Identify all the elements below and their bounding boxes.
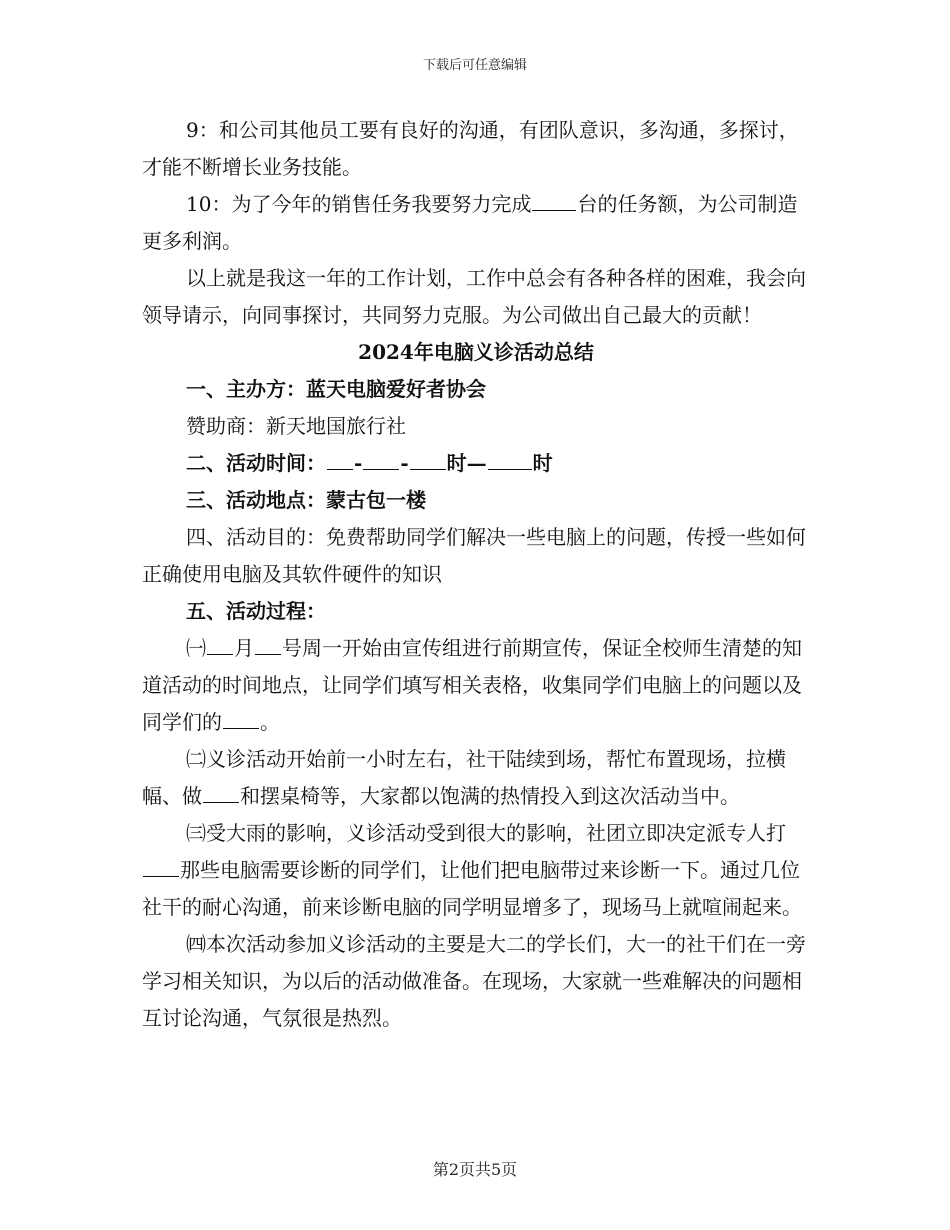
time-separator: - bbox=[354, 451, 363, 475]
process-item-1-end: 。 bbox=[260, 710, 280, 734]
conclusion-paragraph: 以上就是我这一年的工作计划，工作中总会有各种各样的困难，我会向领导请示，向同事探讨，共同努力克服。为公司做出自己最大的贡献！ bbox=[142, 266, 806, 327]
time-separator: - bbox=[400, 451, 409, 475]
process-item-4: ㈣本次活动参加义诊活动的主要是大二的学长们，大一的社干们在一旁学习相关知识，为以后的活动做准备。在现场，大家就一些难解决的问题相互讨论沟通，气氛很是热烈。 bbox=[142, 932, 806, 1030]
section-organizer: 一、主办方：蓝天电脑爱好者协会 bbox=[186, 377, 486, 401]
process-item-2-part-b: 和摆桌椅等，大家都以饱满的热情投入到这次活动当中。 bbox=[240, 784, 740, 808]
fill-in-blank bbox=[203, 780, 239, 803]
paragraph-item-9: 9：和公司其他员工要有良好的沟通，有团队意识，多沟通，多探讨，才能不断增长业务技能。 bbox=[142, 118, 799, 179]
process-item-2 bbox=[142, 741, 810, 815]
process-item-3-part-b: 那些电脑需要诊断的同学们，让他们把电脑带过来诊断一下。通过几位社干的耐心沟通，前来诊断电脑的同学明显增多了，现场马上就喧闹起来。 bbox=[142, 858, 802, 919]
fill-in-blank bbox=[255, 632, 281, 655]
page-header: 下载后可任意编辑 bbox=[422, 58, 527, 73]
fill-in-blank bbox=[488, 447, 532, 470]
time-hour-label: 时 bbox=[532, 451, 553, 475]
fill-in-blank bbox=[207, 632, 233, 655]
process-item-1-marker: ㈠ bbox=[186, 636, 206, 660]
process-item-2-part-a: ㈡义诊活动开始前一小时左右，社干陆续到场，帮忙布置现场，拉横幅、做 bbox=[142, 747, 786, 808]
section-process-title: 五、活动过程： bbox=[186, 599, 326, 623]
process-item-3-part-a: ㈢受大雨的影响，义诊活动受到很大的影响，社团立即决定派专人打 bbox=[186, 821, 786, 845]
process-item-1-month: 月 bbox=[234, 636, 254, 660]
process-item-1 bbox=[142, 630, 810, 741]
section-purpose: 四、活动目的：免费帮助同学们解决一些电脑上的问题，传授一些如何正确使用电脑及其软件硬件的知识 bbox=[142, 525, 806, 586]
fill-in-blank bbox=[327, 447, 353, 470]
page-number-footer: 第2页共5页 bbox=[432, 1160, 518, 1179]
process-item-1-text: 号周一开始由宣传组进行前期宣传，保证全校师生清楚的知道活动的时间地点，让同学们填写相关表格，收集同学们电脑上的问题以及同学们的 bbox=[142, 636, 802, 734]
paragraph-item-10-part-a: 10：为了今年的销售任务我要努力完成 bbox=[186, 192, 532, 216]
fill-in-blank bbox=[410, 447, 446, 470]
fill-in-blank bbox=[532, 188, 576, 211]
paragraph-item-10-part-b: 台的任务额，为公司制造更多利润。 bbox=[142, 192, 798, 253]
process-item-3 bbox=[142, 815, 810, 926]
section-sponsor: 赞助商：新天地国旅行社 bbox=[186, 414, 406, 438]
document-title: 2024年电脑义诊活动总结 bbox=[358, 340, 594, 364]
time-hour-label: 时— bbox=[446, 451, 487, 475]
paragraph-item-10 bbox=[142, 186, 810, 260]
section-location: 三、活动地点：蒙古包一楼 bbox=[186, 488, 426, 512]
section-time-label: 二、活动时间： bbox=[186, 451, 326, 475]
fill-in-blank bbox=[143, 854, 179, 877]
section-time bbox=[142, 445, 810, 482]
document-body bbox=[142, 112, 810, 1037]
fill-in-blank bbox=[223, 706, 259, 729]
fill-in-blank bbox=[363, 447, 399, 470]
